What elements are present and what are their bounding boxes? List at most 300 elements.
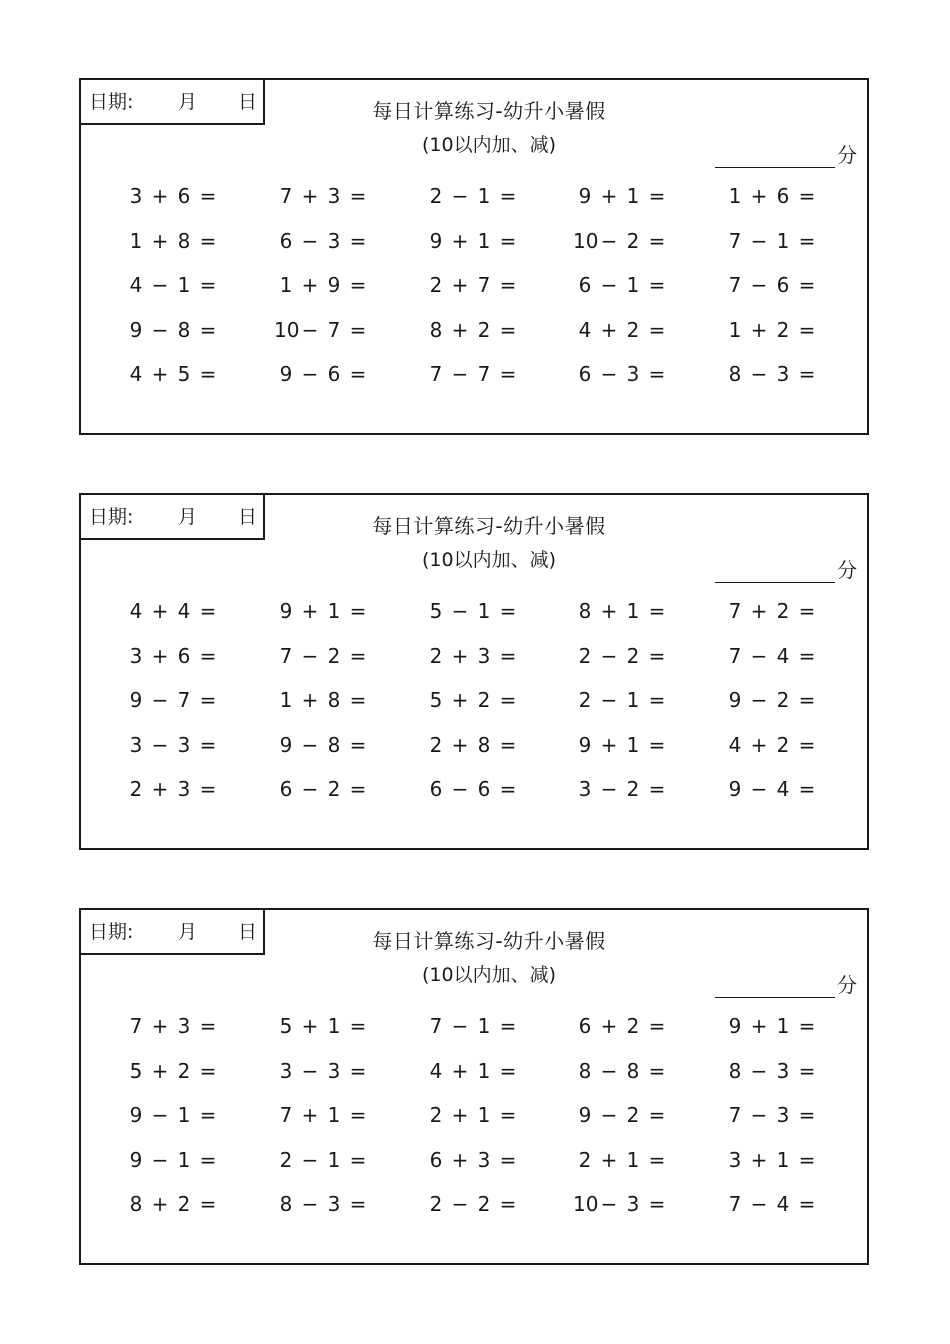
- operand-b: 2: [626, 317, 640, 342]
- arithmetic-problem: [723, 599, 863, 629]
- equals-sign: =: [648, 643, 666, 668]
- operator: +: [451, 228, 469, 253]
- arithmetic-problem: [424, 644, 564, 674]
- equals-sign: =: [499, 1192, 517, 1216]
- problem-row: [81, 733, 867, 778]
- operand-a: 7: [279, 184, 293, 208]
- equals-sign: =: [199, 1147, 217, 1172]
- problem-row: [81, 1148, 867, 1193]
- equals-sign: =: [199, 228, 217, 253]
- arithmetic-problem: [124, 599, 264, 629]
- arithmetic-problem: [723, 688, 863, 718]
- arithmetic-problem: [723, 184, 863, 214]
- operand-b: 1: [776, 1014, 790, 1038]
- operand-b: 2: [477, 688, 491, 712]
- operator: −: [600, 1058, 618, 1083]
- operand-a: 9: [578, 732, 592, 757]
- operand-b: 8: [177, 228, 191, 253]
- arithmetic-problem: [424, 318, 564, 348]
- problem-row: [81, 229, 867, 274]
- equals-sign: =: [648, 732, 666, 757]
- arithmetic-problem: [424, 1192, 564, 1222]
- operand-b: 4: [177, 599, 191, 623]
- equals-sign: =: [349, 184, 367, 208]
- arithmetic-problem: [424, 1014, 564, 1044]
- operand-a: 8: [728, 1058, 742, 1083]
- equals-sign: =: [648, 1103, 666, 1127]
- month-label: 月: [178, 921, 198, 943]
- operand-b: 1: [776, 1147, 790, 1172]
- operator: +: [600, 599, 618, 623]
- arithmetic-problem: [573, 1014, 713, 1044]
- equals-sign: =: [798, 1147, 816, 1172]
- score-label: 分: [837, 973, 857, 997]
- arithmetic-problem: [424, 599, 564, 629]
- operand-a: 10: [274, 317, 300, 342]
- operand-b: 1: [626, 273, 640, 297]
- operand-a: 9: [129, 688, 143, 712]
- operator: +: [600, 317, 618, 342]
- operand-a: 4: [578, 317, 592, 342]
- arithmetic-problem: [274, 733, 414, 763]
- operand-a: 4: [129, 362, 143, 386]
- operand-a: 1: [129, 228, 143, 253]
- arithmetic-problem: [573, 318, 713, 348]
- operand-b: 2: [327, 643, 341, 668]
- operand-b: 3: [626, 362, 640, 386]
- operand-b: 3: [327, 1058, 341, 1083]
- arithmetic-problem: [274, 599, 414, 629]
- arithmetic-problem: [723, 1148, 863, 1178]
- operator: +: [451, 1147, 469, 1172]
- problem-row: [81, 1059, 867, 1104]
- operand-b: 1: [477, 1103, 491, 1127]
- operator: −: [600, 228, 618, 253]
- arithmetic-problem: [573, 688, 713, 718]
- arithmetic-problem: [573, 362, 713, 392]
- operand-b: 2: [626, 228, 640, 253]
- equals-sign: =: [648, 228, 666, 253]
- operator: +: [451, 317, 469, 342]
- operand-a: 7: [728, 273, 742, 297]
- arithmetic-problem: [573, 644, 713, 674]
- operand-b: 3: [477, 643, 491, 668]
- arithmetic-problem: [723, 1103, 863, 1133]
- operand-a: 4: [728, 732, 742, 757]
- operand-a: 3: [728, 1147, 742, 1172]
- equals-sign: =: [648, 1192, 666, 1216]
- operand-a: 8: [279, 1192, 293, 1216]
- equals-sign: =: [499, 777, 517, 801]
- operand-a: 8: [578, 599, 592, 623]
- operator: +: [151, 1014, 169, 1038]
- arithmetic-problem: [573, 229, 713, 259]
- operator: −: [750, 1103, 768, 1127]
- operand-a: 7: [728, 228, 742, 253]
- worksheet-subtitle: (10以内加、减): [421, 134, 556, 156]
- operator: −: [750, 777, 768, 801]
- arithmetic-problem: [723, 777, 863, 807]
- operand-a: 9: [728, 777, 742, 801]
- equals-sign: =: [798, 732, 816, 757]
- problem-row: [81, 184, 867, 229]
- operator: −: [750, 688, 768, 712]
- equals-sign: =: [349, 1058, 367, 1083]
- equals-sign: =: [349, 643, 367, 668]
- operand-a: 7: [129, 1014, 143, 1038]
- operand-b: 3: [327, 184, 341, 208]
- operand-b: 3: [327, 1192, 341, 1216]
- operator: +: [750, 1147, 768, 1172]
- equals-sign: =: [499, 1014, 517, 1038]
- equals-sign: =: [349, 228, 367, 253]
- arithmetic-problem: [424, 362, 564, 392]
- equals-sign: =: [798, 1103, 816, 1127]
- equals-sign: =: [499, 1058, 517, 1083]
- equals-sign: =: [798, 317, 816, 342]
- arithmetic-problem: [124, 777, 264, 807]
- arithmetic-problem: [723, 644, 863, 674]
- equals-sign: =: [499, 1147, 517, 1172]
- operand-b: 1: [177, 273, 191, 297]
- operand-b: 3: [177, 732, 191, 757]
- score-blank-line[interactable]: [715, 975, 835, 998]
- operator: +: [451, 1103, 469, 1127]
- operator: −: [301, 362, 319, 386]
- arithmetic-problem: [573, 273, 713, 303]
- operand-a: 5: [429, 688, 443, 712]
- arithmetic-problem: [274, 362, 414, 392]
- operand-b: 2: [177, 1192, 191, 1216]
- operator: +: [451, 273, 469, 297]
- operand-a: 2: [429, 1103, 443, 1127]
- operand-b: 6: [477, 777, 491, 801]
- operator: −: [151, 273, 169, 297]
- operand-a: 5: [129, 1058, 143, 1083]
- score-blank-line[interactable]: [715, 560, 835, 583]
- equals-sign: =: [648, 273, 666, 297]
- arithmetic-problem: [424, 1059, 564, 1089]
- operand-a: 2: [578, 643, 592, 668]
- operator: −: [750, 1058, 768, 1083]
- operator: −: [451, 1192, 469, 1216]
- equals-sign: =: [499, 599, 517, 623]
- operator: −: [451, 777, 469, 801]
- worksheet-subtitle: (10以内加、减): [421, 964, 556, 986]
- operand-a: 6: [279, 228, 293, 253]
- arithmetic-problem: [124, 184, 264, 214]
- operand-b: 8: [327, 732, 341, 757]
- arithmetic-problem: [124, 688, 264, 718]
- operand-a: 1: [728, 184, 742, 208]
- score-label: 分: [837, 143, 857, 167]
- operator: −: [600, 362, 618, 386]
- operand-a: 3: [279, 1058, 293, 1083]
- operand-b: 7: [327, 317, 341, 342]
- equals-sign: =: [798, 688, 816, 712]
- arithmetic-problem: [723, 1192, 863, 1222]
- operand-a: 2: [429, 732, 443, 757]
- worksheet-title: 每日计算练习-幼升小暑假: [372, 929, 606, 953]
- operand-a: 7: [279, 1103, 293, 1127]
- arithmetic-problem: [274, 184, 414, 214]
- equals-sign: =: [798, 362, 816, 386]
- operator: +: [151, 1192, 169, 1216]
- equals-sign: =: [798, 643, 816, 668]
- operand-b: 6: [177, 184, 191, 208]
- operand-b: 6: [776, 184, 790, 208]
- arithmetic-problem: [124, 1059, 264, 1089]
- operator: −: [451, 184, 469, 208]
- equals-sign: =: [648, 1147, 666, 1172]
- operand-b: 2: [776, 599, 790, 623]
- day-label: 日: [238, 91, 258, 113]
- problem-grid: [81, 599, 867, 822]
- equals-sign: =: [349, 362, 367, 386]
- operand-b: 5: [177, 362, 191, 386]
- equals-sign: =: [648, 688, 666, 712]
- arithmetic-problem: [124, 733, 264, 763]
- arithmetic-problem: [124, 273, 264, 303]
- arithmetic-problem: [274, 1014, 414, 1044]
- arithmetic-problem: [573, 1192, 713, 1222]
- equals-sign: =: [349, 273, 367, 297]
- equals-sign: =: [798, 1192, 816, 1216]
- operand-a: 2: [578, 1147, 592, 1172]
- operand-a: 8: [728, 362, 742, 386]
- operand-a: 9: [728, 688, 742, 712]
- problem-row: [81, 777, 867, 822]
- arithmetic-problem: [124, 1192, 264, 1222]
- equals-sign: =: [798, 228, 816, 253]
- operand-b: 1: [626, 599, 640, 623]
- equals-sign: =: [499, 1103, 517, 1127]
- equals-sign: =: [499, 732, 517, 757]
- operand-a: 1: [279, 273, 293, 297]
- operand-b: 3: [177, 1014, 191, 1038]
- operator: +: [750, 732, 768, 757]
- problem-row: [81, 362, 867, 407]
- problem-grid: [81, 184, 867, 407]
- operator: −: [600, 273, 618, 297]
- operand-a: 9: [129, 1147, 143, 1172]
- equals-sign: =: [199, 273, 217, 297]
- equals-sign: =: [648, 1014, 666, 1038]
- equals-sign: =: [199, 599, 217, 623]
- operand-b: 7: [477, 273, 491, 297]
- arithmetic-problem: [124, 362, 264, 392]
- equals-sign: =: [648, 777, 666, 801]
- operand-b: 2: [477, 1192, 491, 1216]
- operator: +: [750, 599, 768, 623]
- operand-a: 9: [129, 317, 143, 342]
- operator: −: [750, 643, 768, 668]
- arithmetic-problem: [274, 318, 414, 348]
- operand-a: 10: [573, 228, 599, 253]
- operand-b: 6: [776, 273, 790, 297]
- date-label: 日期:: [89, 921, 134, 943]
- arithmetic-problem: [573, 1059, 713, 1089]
- equals-sign: =: [349, 1192, 367, 1216]
- operator: +: [301, 599, 319, 623]
- operand-b: 2: [776, 732, 790, 757]
- operand-b: 2: [177, 1058, 191, 1083]
- operand-b: 1: [626, 184, 640, 208]
- operator: −: [301, 1058, 319, 1083]
- score-blank-line[interactable]: [715, 145, 835, 168]
- equals-sign: =: [648, 362, 666, 386]
- operand-b: 3: [776, 362, 790, 386]
- operator: −: [750, 228, 768, 253]
- equals-sign: =: [199, 643, 217, 668]
- operand-b: 7: [177, 688, 191, 712]
- arithmetic-problem: [573, 777, 713, 807]
- operator: −: [151, 1103, 169, 1127]
- arithmetic-problem: [723, 1014, 863, 1044]
- operator: −: [600, 688, 618, 712]
- arithmetic-problem: [723, 229, 863, 259]
- operand-b: 4: [776, 1192, 790, 1216]
- operator: +: [451, 643, 469, 668]
- operand-b: 1: [327, 1014, 341, 1038]
- operator: +: [151, 599, 169, 623]
- operand-b: 1: [477, 228, 491, 253]
- arithmetic-problem: [274, 273, 414, 303]
- operator: −: [600, 1103, 618, 1127]
- operand-b: 1: [477, 1014, 491, 1038]
- equals-sign: =: [499, 228, 517, 253]
- equals-sign: =: [648, 317, 666, 342]
- arithmetic-problem: [723, 362, 863, 392]
- arithmetic-problem: [274, 229, 414, 259]
- operand-a: 2: [429, 1192, 443, 1216]
- operand-a: 7: [728, 599, 742, 623]
- worksheet-card: [79, 78, 869, 435]
- month-label: 月: [178, 506, 198, 528]
- score-field: [715, 139, 857, 168]
- operand-a: 2: [429, 643, 443, 668]
- operand-b: 3: [776, 1103, 790, 1127]
- operator: −: [451, 362, 469, 386]
- equals-sign: =: [798, 599, 816, 623]
- equals-sign: =: [349, 688, 367, 712]
- operand-b: 2: [477, 317, 491, 342]
- arithmetic-problem: [424, 733, 564, 763]
- operand-b: 1: [327, 599, 341, 623]
- operand-b: 8: [177, 317, 191, 342]
- operator: −: [600, 777, 618, 801]
- arithmetic-problem: [573, 599, 713, 629]
- arithmetic-problem: [723, 733, 863, 763]
- equals-sign: =: [349, 317, 367, 342]
- operator: −: [600, 1192, 618, 1216]
- operand-a: 4: [429, 1058, 443, 1083]
- equals-sign: =: [349, 1014, 367, 1038]
- arithmetic-problem: [573, 733, 713, 763]
- operator: −: [301, 317, 319, 342]
- operand-b: 1: [327, 1147, 341, 1172]
- arithmetic-problem: [573, 1103, 713, 1133]
- operand-b: 1: [626, 1147, 640, 1172]
- worksheet-title: 每日计算练习-幼升小暑假: [372, 514, 606, 538]
- operand-a: 9: [279, 362, 293, 386]
- equals-sign: =: [648, 1058, 666, 1083]
- operand-b: 3: [177, 777, 191, 801]
- problem-row: [81, 1014, 867, 1059]
- operand-b: 1: [626, 688, 640, 712]
- operand-a: 7: [429, 1014, 443, 1038]
- operand-a: 7: [728, 1192, 742, 1216]
- operator: −: [301, 732, 319, 757]
- operand-a: 8: [429, 317, 443, 342]
- operator: +: [451, 688, 469, 712]
- operand-b: 6: [177, 643, 191, 668]
- operand-b: 2: [776, 317, 790, 342]
- arithmetic-problem: [573, 1148, 713, 1178]
- equals-sign: =: [499, 317, 517, 342]
- problem-row: [81, 1103, 867, 1148]
- operator: +: [301, 273, 319, 297]
- operator: −: [301, 228, 319, 253]
- arithmetic-problem: [274, 1059, 414, 1089]
- operator: −: [151, 732, 169, 757]
- equals-sign: =: [199, 1014, 217, 1038]
- arithmetic-problem: [424, 229, 564, 259]
- operator: −: [301, 643, 319, 668]
- worksheet-title: 每日计算练习-幼升小暑假: [372, 99, 606, 123]
- operand-b: 7: [477, 362, 491, 386]
- operator: −: [750, 362, 768, 386]
- arithmetic-problem: [274, 1148, 414, 1178]
- arithmetic-problem: [274, 1192, 414, 1222]
- operand-a: 4: [129, 599, 143, 623]
- operand-b: 1: [477, 1058, 491, 1083]
- operator: +: [600, 1147, 618, 1172]
- operand-b: 1: [626, 732, 640, 757]
- problem-row: [81, 688, 867, 733]
- equals-sign: =: [648, 184, 666, 208]
- operand-a: 1: [279, 688, 293, 712]
- operand-a: 6: [578, 273, 592, 297]
- arithmetic-problem: [723, 273, 863, 303]
- equals-sign: =: [349, 599, 367, 623]
- operand-b: 3: [477, 1147, 491, 1172]
- operand-a: 6: [429, 1147, 443, 1172]
- equals-sign: =: [798, 1014, 816, 1038]
- operator: −: [301, 1147, 319, 1172]
- operand-a: 7: [279, 643, 293, 668]
- score-field: [715, 554, 857, 583]
- operand-b: 4: [776, 777, 790, 801]
- equals-sign: =: [199, 777, 217, 801]
- operand-b: 1: [477, 184, 491, 208]
- operand-a: 3: [578, 777, 592, 801]
- equals-sign: =: [499, 362, 517, 386]
- date-label: 日期:: [89, 506, 134, 528]
- operator: +: [750, 317, 768, 342]
- equals-sign: =: [499, 184, 517, 208]
- operator: +: [301, 184, 319, 208]
- operand-a: 9: [728, 1014, 742, 1038]
- operand-a: 9: [429, 228, 443, 253]
- score-field: [715, 969, 857, 998]
- operator: −: [451, 1014, 469, 1038]
- arithmetic-problem: [274, 644, 414, 674]
- operand-a: 8: [578, 1058, 592, 1083]
- operand-b: 2: [626, 777, 640, 801]
- arithmetic-problem: [424, 688, 564, 718]
- operator: +: [451, 1058, 469, 1083]
